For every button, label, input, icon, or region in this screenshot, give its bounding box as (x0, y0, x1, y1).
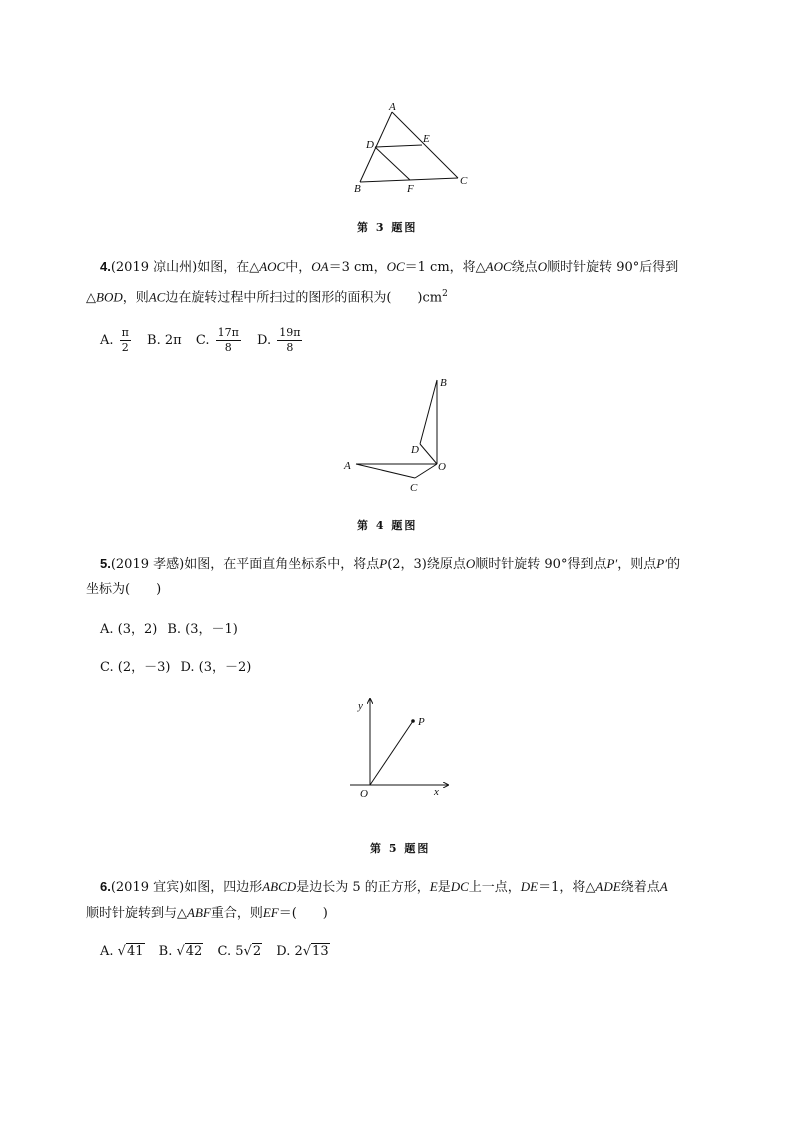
math: AOC (485, 259, 512, 274)
figure-3 (340, 100, 480, 195)
segment-DO (420, 444, 437, 464)
numerator: 17π (217, 326, 239, 339)
question-number: 4. (100, 259, 111, 274)
point-P (411, 719, 415, 723)
radicand: 2 (252, 944, 262, 959)
option-c[interactable]: C. (2，－3) (100, 660, 171, 675)
math: ABF (187, 905, 211, 920)
option-letter: D. (256, 333, 272, 348)
text: 顺时针旋转到与△ (86, 906, 187, 921)
segment-BD (420, 380, 437, 444)
option-letter: A. (100, 333, 114, 348)
figure-4-caption: 第 4 题图 (357, 519, 418, 532)
figure-4 (340, 372, 460, 497)
text: 顺时针旋转 90°得到点 (475, 557, 607, 572)
option-d[interactable] (276, 941, 329, 963)
option-a[interactable]: A. (3，2) (100, 622, 158, 637)
text: 绕着点 (620, 880, 660, 895)
text: ，则 (122, 290, 149, 306)
question-source: (2019 宜宾) (110, 880, 185, 895)
option-letter: B. (147, 333, 161, 348)
label-x: x (434, 786, 439, 798)
question-6-options (100, 941, 340, 963)
option-letter: D. (276, 944, 291, 959)
fraction (216, 326, 241, 355)
label-E: E (423, 133, 430, 145)
text: 重合，则 (210, 906, 263, 921)
option-b[interactable] (147, 326, 182, 356)
fraction (120, 326, 131, 355)
question-5-line-2: 坐标为( ) (86, 582, 162, 597)
question-number: 6. (100, 879, 111, 894)
denominator: 8 (224, 341, 232, 354)
math: AC (148, 289, 166, 305)
denominator: 2 (121, 341, 129, 354)
text: 上一点， (468, 880, 521, 895)
label-B: B (440, 377, 447, 389)
option-c[interactable] (217, 941, 262, 963)
superscript: 2 (442, 289, 448, 299)
text: ，则点 (617, 557, 657, 572)
figure-3-caption: 第 3 题图 (357, 221, 418, 234)
text: 中， (285, 260, 312, 275)
math: A (659, 879, 668, 894)
math: DC (450, 879, 469, 894)
option-letter: C. (195, 333, 210, 348)
option-a[interactable] (100, 326, 133, 356)
question-5-options-row-1 (100, 619, 248, 641)
segment-DE (375, 145, 422, 147)
numerator: π (121, 326, 129, 339)
figure-5 (340, 695, 455, 807)
text: 的 (667, 557, 681, 572)
text: △ (86, 290, 96, 306)
question-number: 5. (100, 556, 111, 571)
label-P: P (418, 716, 425, 728)
question-source: (2019 孝感) (110, 557, 185, 572)
sqrt: √41 (117, 944, 144, 959)
option-letter: B. (158, 944, 173, 959)
label-A: A (389, 101, 396, 113)
label-C: C (410, 482, 418, 494)
label-O: O (438, 461, 446, 473)
segment-AC (356, 464, 415, 478)
question-5-options-row-2 (100, 657, 261, 679)
math: BOD (96, 289, 123, 305)
segment-AC (392, 112, 458, 178)
text: 如图，四边形 (184, 880, 263, 895)
segment-DF (375, 147, 410, 180)
math: O (465, 556, 476, 571)
label-O: O (360, 788, 368, 800)
math: P′ (606, 556, 618, 571)
math: EF (262, 905, 279, 920)
math: AOC (259, 259, 286, 274)
numerator: 19π (279, 326, 301, 339)
text: (2，3)绕原点 (387, 557, 466, 572)
text: 如图，在平面直角坐标系中，将点 (184, 557, 380, 572)
coefficient: 2 (294, 944, 303, 959)
math: OA (311, 259, 329, 274)
sqrt: √42 (176, 944, 203, 959)
option-c[interactable] (196, 326, 243, 356)
math: ABCD (262, 879, 297, 894)
text: ＝1 cm，将△ (404, 260, 486, 275)
sqrt: √2 (243, 944, 262, 959)
math: ADE (595, 879, 621, 894)
denominator: 8 (286, 341, 294, 354)
math: O (537, 259, 548, 274)
question-4-line-2 (86, 283, 448, 309)
text: 如图，在△ (197, 260, 260, 275)
text: 顺时针旋转 90°后得到 (547, 260, 679, 275)
label-B: B (354, 183, 361, 195)
text: 绕点 (511, 260, 538, 275)
label-y: y (358, 700, 363, 712)
math: E (429, 879, 438, 894)
sqrt: √13 (302, 944, 329, 959)
text: 是边长为 5 的正方形， (296, 880, 430, 895)
label-D: D (411, 444, 419, 456)
segment-CO (415, 464, 437, 478)
text: ＝( ) (278, 906, 328, 921)
fraction (277, 326, 302, 355)
option-d[interactable] (257, 326, 304, 356)
figure-5-caption: 第 5 题图 (370, 842, 431, 855)
question-5-line-1 (100, 553, 680, 576)
math: OC (386, 259, 405, 274)
radicand: 42 (185, 944, 203, 959)
option-b[interactable] (159, 941, 204, 963)
label-D: D (366, 139, 374, 151)
segment-OP (370, 721, 413, 785)
option-value: 2π (164, 333, 182, 348)
question-source: (2019 凉山州) (110, 260, 198, 275)
text: ＝1，将△ (538, 880, 596, 895)
option-d[interactable]: D. (3，－2) (180, 660, 252, 675)
math: DE (520, 879, 539, 894)
math: P (379, 556, 388, 571)
option-b[interactable]: B. (3，－1) (167, 622, 238, 637)
text: 是 (437, 880, 451, 895)
radicand: 41 (126, 944, 144, 959)
coefficient: 5 (235, 944, 244, 959)
radicand: 13 (312, 944, 329, 959)
text: ＝3 cm， (328, 260, 387, 275)
question-4-options (100, 326, 314, 356)
question-6-line-2 (86, 902, 328, 925)
option-letter: A. (100, 944, 114, 959)
label-C: C (460, 175, 468, 187)
math: P′ (656, 556, 668, 571)
label-F: F (407, 183, 414, 195)
label-A: A (344, 460, 351, 472)
option-letter: C. (217, 944, 232, 959)
question-6-line-1 (100, 876, 668, 899)
option-a[interactable] (100, 941, 145, 963)
question-4-line-1 (100, 256, 678, 279)
text: 边在旋转过程中所扫过的图形的面积为( )cm (165, 290, 443, 306)
